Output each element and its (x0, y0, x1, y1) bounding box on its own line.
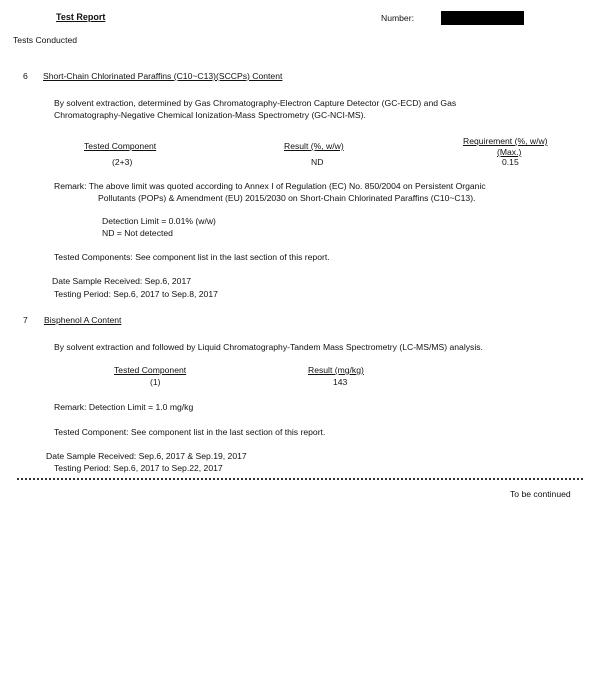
section-6-testing-period: Testing Period: Sep.6, 2017 to Sep.8, 2017 (54, 289, 218, 299)
section-7-row-component: (1) (150, 377, 161, 387)
section-6-remark-line1: Remark: The above limit was quoted according to Annex I of Regulation (EC) No. 850/2004 on Persistent Organic (54, 181, 486, 191)
tests-conducted-heading: Tests Conducted (13, 35, 78, 45)
section-7-tested-components: Tested Component: See component list in the last section of this report. (54, 427, 326, 437)
section-7-remark: Remark: Detection Limit = 1.0 mg/kg (54, 402, 194, 412)
to-be-continued: To be continued (510, 489, 571, 499)
section-6-remark-line2: Pollutants (POPs) & Amendment (EU) 2015/2030 on Short-Chain Chlorinated Paraffins (C10~C13). (98, 193, 476, 203)
section-6-col-requirement-header: Requirement (%, w/w) (463, 136, 548, 146)
section-7-title: Bisphenol A Content (44, 315, 122, 325)
section-6-number: 6 (23, 71, 28, 81)
redacted-number (441, 11, 524, 25)
section-6-col-requirement-max: (Max.) (497, 147, 522, 157)
section-7-col-result-header: Result (mg/kg) (308, 365, 364, 375)
section-6-method-line1: By solvent extraction, determined by Gas Chromatography-Electron Capture Detector (GC-ECD) and Gas (54, 98, 457, 108)
section-7-row-result: 143 (333, 377, 348, 387)
section-6-detection-limit: Detection Limit = 0.01% (w/w) (102, 216, 216, 226)
report-title: Test Report (56, 12, 106, 22)
section-7-number: 7 (23, 315, 28, 325)
number-label: Number: (381, 13, 414, 23)
section-7-method-line1: By solvent extraction and followed by Liquid Chromatography-Tandem Mass Spectrometry (LC-MS/MS) analysis. (54, 342, 483, 352)
section-6-row-component: (2+3) (112, 157, 133, 167)
section-6-tested-components: Tested Components: See component list in the last section of this report. (54, 252, 330, 262)
section-7-date-received: Date Sample Received: Sep.6, 2017 & Sep.19, 2017 (46, 451, 247, 461)
section-6-col-component-header: Tested Component (84, 141, 157, 151)
section-6-row-result: ND (311, 157, 324, 167)
section-6-date-received: Date Sample Received: Sep.6, 2017 (52, 276, 192, 286)
section-7-col-component-header: Tested Component (114, 365, 187, 375)
section-6-title: Short-Chain Chlorinated Paraffins (C10~C13)(SCCPs) Content (43, 71, 283, 81)
separator-line (17, 478, 583, 482)
section-6-method-line2: Chromatography-Negative Chemical Ionization-Mass Spectrometry (GC-NCI-MS). (54, 110, 366, 120)
section-6-row-requirement: 0.15 (502, 157, 519, 167)
section-7-testing-period: Testing Period: Sep.6, 2017 to Sep.22, 2017 (54, 463, 223, 473)
section-6-col-result-header: Result (%, w/w) (284, 141, 344, 151)
section-6-nd-note: ND = Not detected (102, 228, 173, 238)
